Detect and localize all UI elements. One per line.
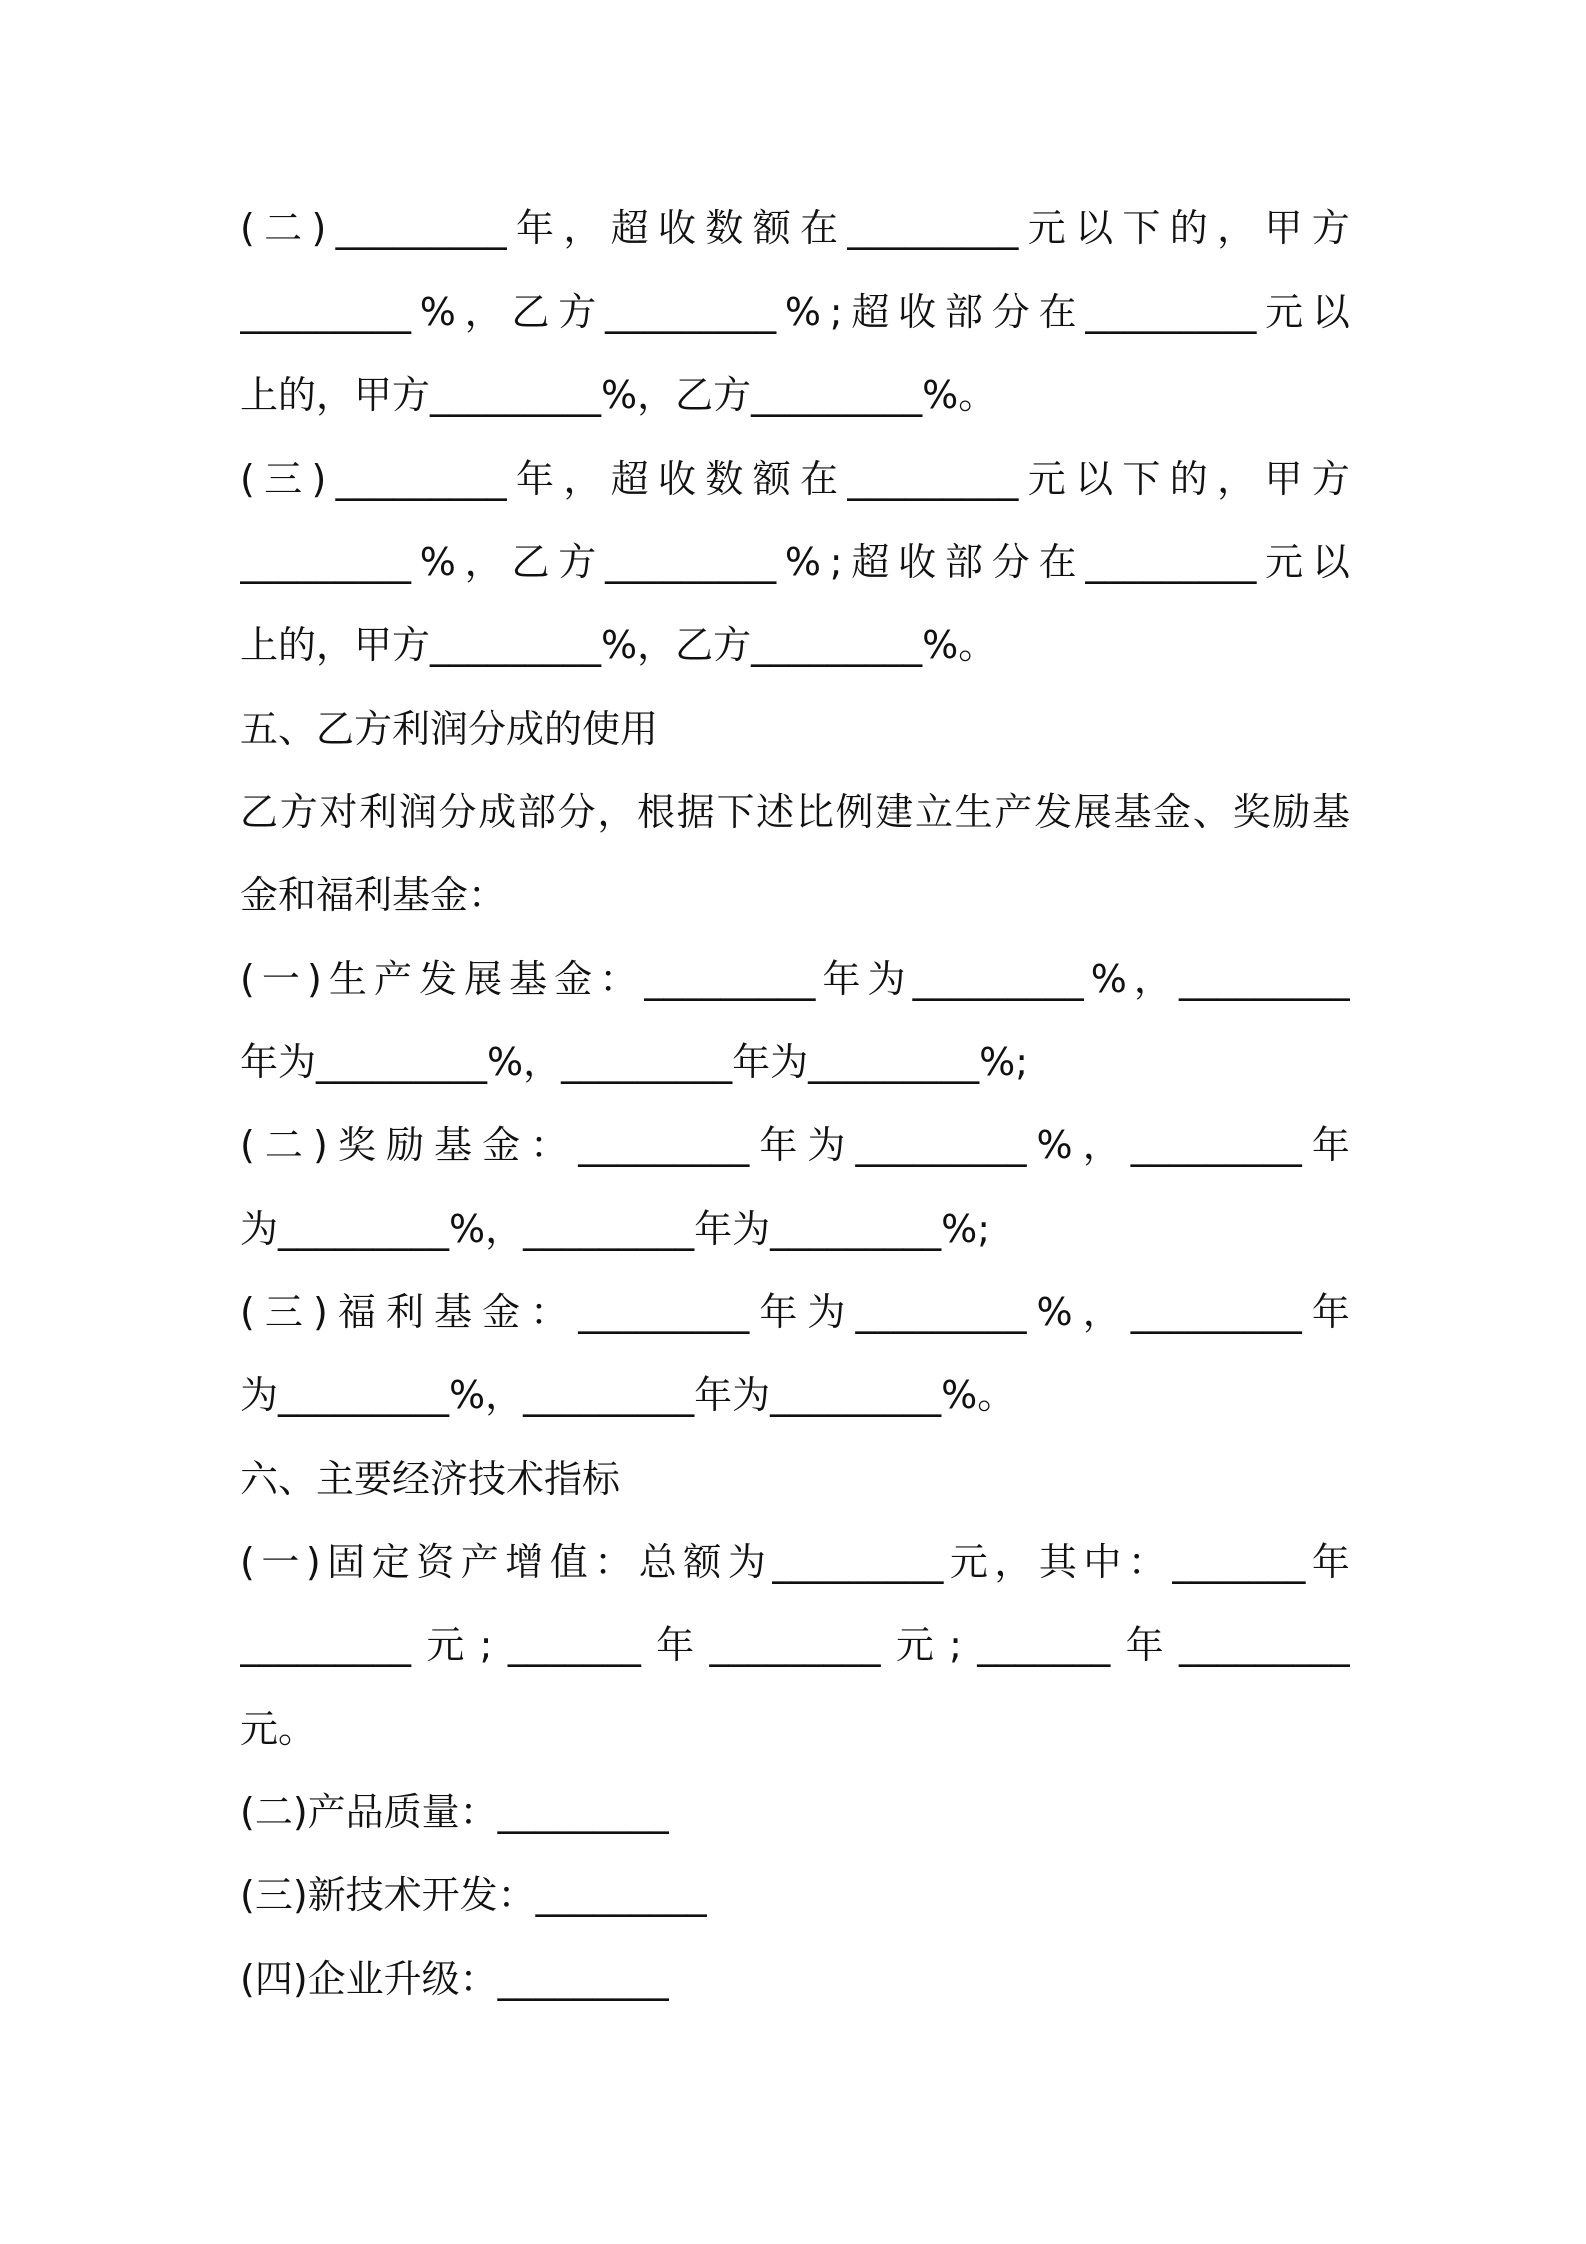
text-line: 元。 <box>240 1707 317 1751</box>
text-line: 为_________%，_________年为_________%; <box>240 1207 991 1251</box>
text-line: ( 一 ) 固 定 资 产 增 值 ： 总 额 为 _________ 元 ， 其 中 ： _______ 年 <box>240 1540 1350 1584</box>
text-line: ( 三 ) 福 利 基 金 ： _________ 年 为 _________ % ， _________ 年 <box>240 1290 1350 1334</box>
section-heading: 五、乙方利润分成的使用 <box>240 707 659 751</box>
text-line: 乙 方 对 利 润 分 成 部 分 ， 根 据 下 述 比 例 建 立 生 产 发 展 基 金 、 奖 励 基 <box>240 790 1350 834</box>
text-line: _________ % ， 乙 方 _________ % ; 超 收 部 分 在 _________ 元 以 <box>240 290 1350 334</box>
text-line: (二)产品质量：_________ <box>240 1790 669 1834</box>
text-line: 上的，甲方_________%，乙方_________%。 <box>240 373 997 417</box>
text-line: ( 二 ) 奖 励 基 金 ： _________ 年 为 _________ % ， _________ 年 <box>240 1123 1350 1167</box>
text-line: ( 一 ) 生 产 发 展 基 金 ： _________ 年 为 _________ % ， _________ <box>240 957 1350 1001</box>
text-line: (四)企业升级：_________ <box>240 1957 669 2001</box>
text-line: 年为_________%，_________年为_________%; <box>240 1040 1029 1084</box>
text-line: 为_________%，_________年为_________%。 <box>240 1373 1016 1417</box>
section-heading: 六、主要经济技术指标 <box>240 1457 621 1501</box>
text-line: _________ % ， 乙 方 _________ % ; 超 收 部 分 在 _________ 元 以 <box>240 540 1350 584</box>
text-line: (三)新技术开发：_________ <box>240 1873 707 1917</box>
text-line: 上的，甲方_________%，乙方_________%。 <box>240 623 997 667</box>
text-line: ( 二 ) _________ 年 ， 超 收 数 额 在 _________ 元 以 下 的 ， 甲 方 <box>240 206 1350 250</box>
text-line: 金和福利基金： <box>240 873 507 917</box>
text-line: _________ 元 ; _______ 年 _________ 元 ; _______ 年 _________ <box>240 1623 1350 1667</box>
text-line: ( 三 ) _________ 年 ， 超 收 数 额 在 _________ 元 以 下 的 ， 甲 方 <box>240 457 1350 501</box>
